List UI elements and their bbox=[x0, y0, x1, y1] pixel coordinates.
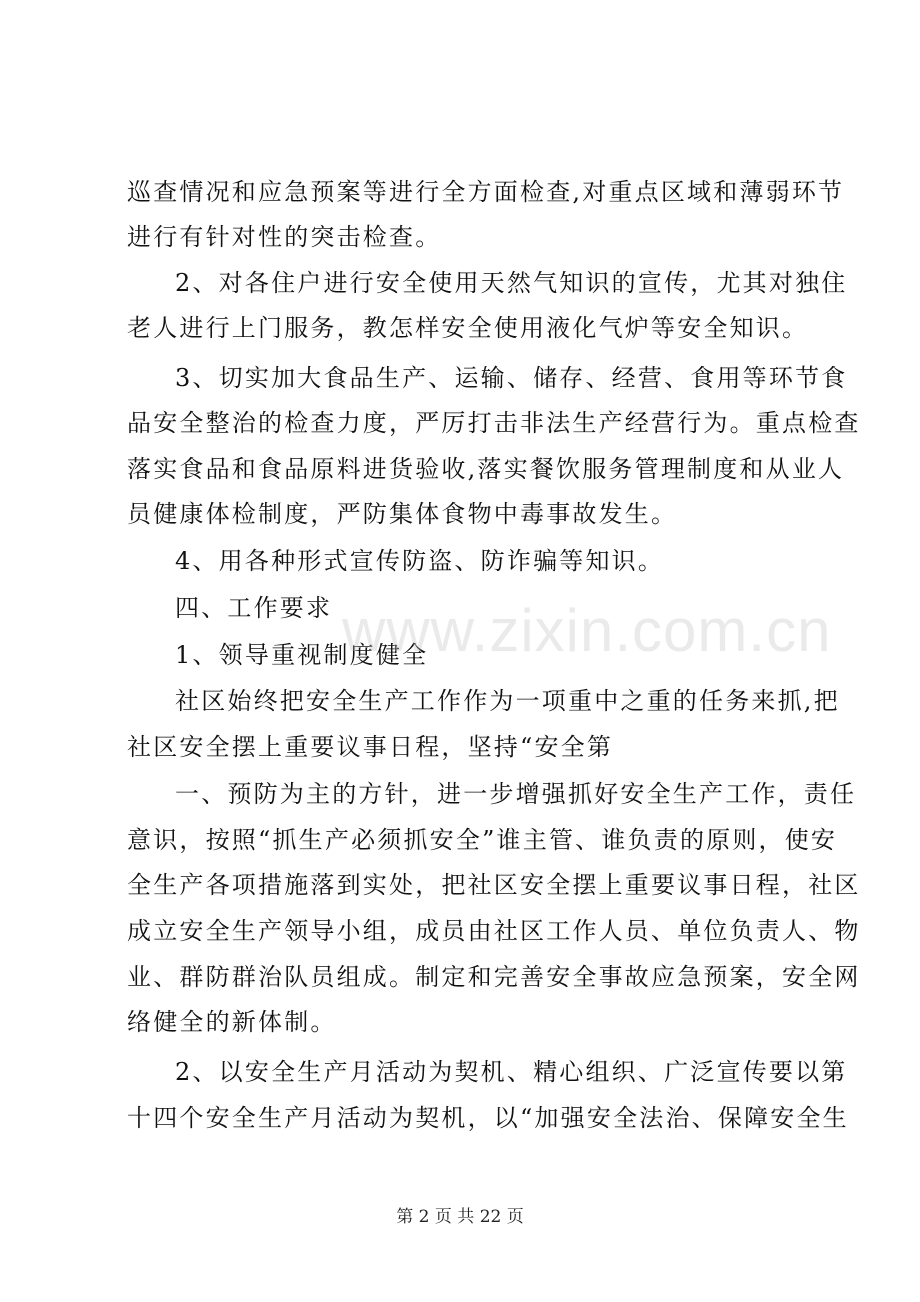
text-line: 落实食品和食品原料进货验收,落实餐饮服务管理制度和从业人 bbox=[127, 455, 845, 483]
text-line: 意识，按照“抓生产必须抓安全”谁主管、谁负责的原则，使安 bbox=[127, 826, 838, 854]
text-line: 进行有针对性的突击检查。 bbox=[127, 223, 442, 251]
text-line: 社区始终把安全生产工作作为一项重中之重的任务来抓,把 bbox=[175, 687, 840, 715]
text-line: 4、用各种形式宣传防盗、防诈骗等知识。 bbox=[175, 547, 665, 575]
text-line: 络健全的新体制。 bbox=[127, 1008, 337, 1036]
text-line: 成立安全生产领导小组，成员由社区工作人员、单位负责人、物 bbox=[127, 917, 861, 945]
text-line: 2、以安全生产月活动为契机、精心组织、广泛宣传要以第 bbox=[175, 1058, 848, 1086]
watermark: www.zixin.com.cn bbox=[342, 597, 832, 664]
text-line: 业、群防群治队员组成。制定和完善安全事故应急预案，安全网 bbox=[127, 963, 861, 991]
text-line: 老人进行上门服务，教怎样安全使用液化气炉等安全知识。 bbox=[127, 314, 809, 342]
section-heading: 四、工作要求 bbox=[175, 594, 333, 622]
text-line: 3、切实加大食品生产、运输、储存、经营、食用等环节食 bbox=[175, 364, 848, 392]
text-line: 十四个安全生产月活动为契机，以“加强安全法治、保障安全生 bbox=[127, 1104, 849, 1132]
text-line: 巡查情况和应急预案等进行全方面检查,对重点区域和薄弱环节 bbox=[127, 178, 845, 206]
text-line: 2、对各住户进行安全使用天然气知识的宣传，尤其对独住 bbox=[175, 269, 848, 297]
text-line: 社区安全摆上重要议事日程，坚持“安全第 bbox=[127, 733, 614, 761]
page-number-footer: 第 2 页 共 22 页 bbox=[396, 1207, 524, 1227]
subsection-heading: 1、领导重视制度健全 bbox=[175, 641, 429, 669]
text-line: 全生产各项措施落到实处，把社区安全摆上重要议事日程，社区 bbox=[127, 871, 861, 899]
text-line: 一、预防为主的方针，进一步增强抓好安全生产工作，责任 bbox=[175, 780, 857, 808]
text-line: 员健康体检制度，严防集体食物中毒事故发生。 bbox=[127, 500, 678, 528]
text-line: 品安全整治的检查力度，严厉打击非法生产经营行为。重点检查 bbox=[127, 409, 861, 437]
